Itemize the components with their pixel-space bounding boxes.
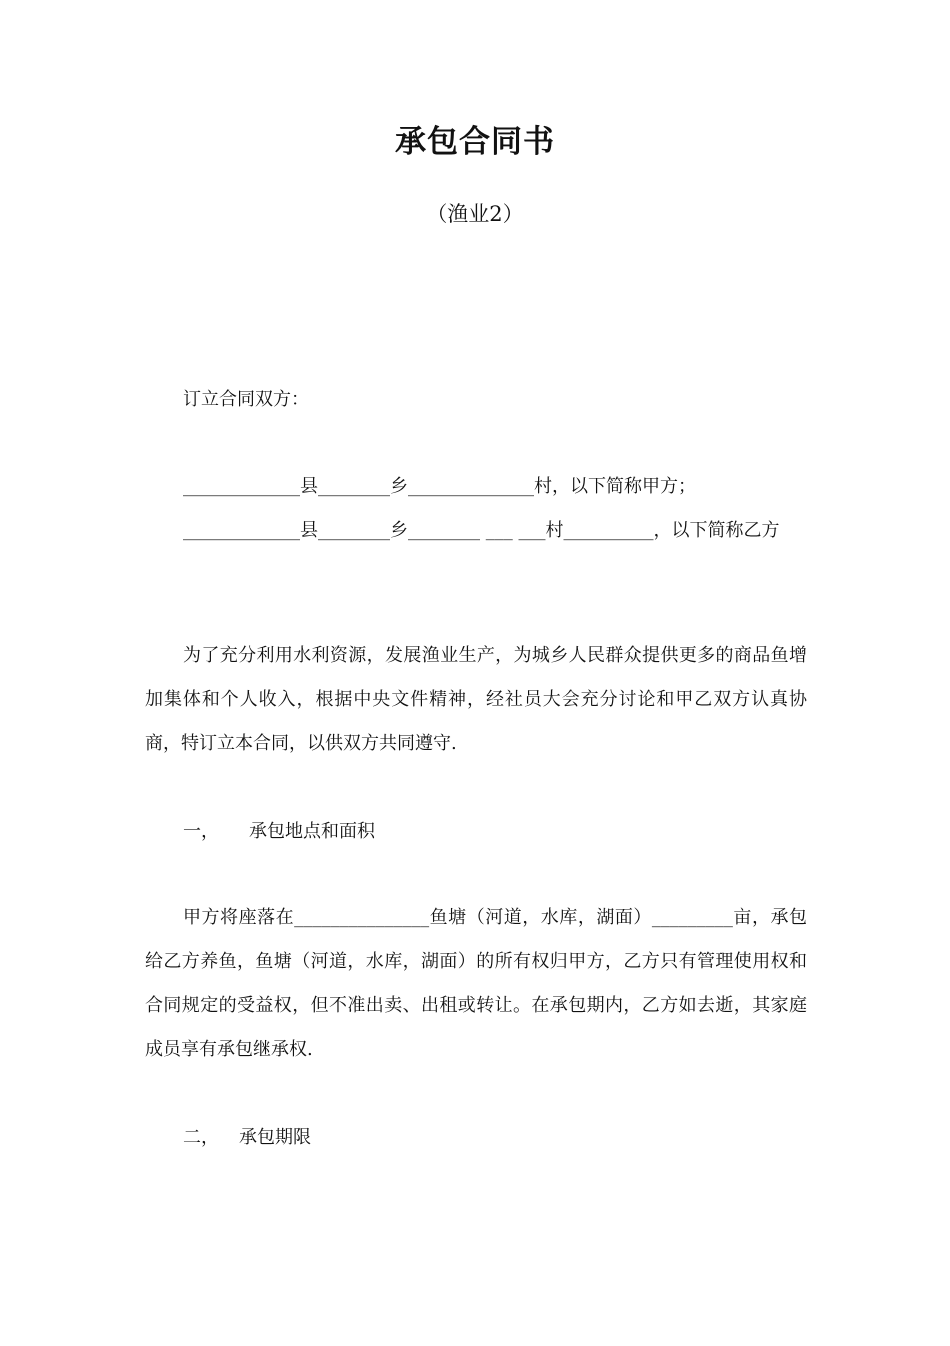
document-title: 承包合同书 [395, 124, 555, 160]
preamble-paragraph: 为了充分利用水利资源，发展渔业生产，为城乡人民群众提供更多的商品鱼增加集体和个人收入，根据中央文件精神，经社员大会充分讨论和甲乙双方认真协商，特订立本合同，以供双方共同遵守. [145, 645, 807, 754]
party-b-line: _____________县________乡________ ___ ___村__________，以下简称乙方 [183, 520, 780, 541]
section-2-number: 二， [183, 1127, 219, 1148]
section-1-title: 承包地点和面积 [249, 821, 375, 842]
section-2-title: 承包期限 [239, 1127, 311, 1148]
section-1-number: 一， [183, 821, 219, 842]
parties-intro: 订立合同双方： [183, 389, 309, 410]
document-subtitle: （渔业2） [426, 202, 524, 226]
section-2-heading [183, 1126, 311, 1150]
section-1-heading [183, 820, 375, 844]
section-1-body: 甲方将座落在_______________鱼塘（河道，水库，湖面）_________亩，承包给乙方养鱼，鱼塘（河道，水库，湖面）的所有权归甲方，乙方只有管理使用权和合同规定的受益权，但不准出卖、出租或转让。在承包期内，乙方如去逝，其家庭成员享有承包继承权. [145, 907, 807, 1060]
party-a-line: _____________县________乡______________村，以下简称甲方； [183, 476, 696, 497]
